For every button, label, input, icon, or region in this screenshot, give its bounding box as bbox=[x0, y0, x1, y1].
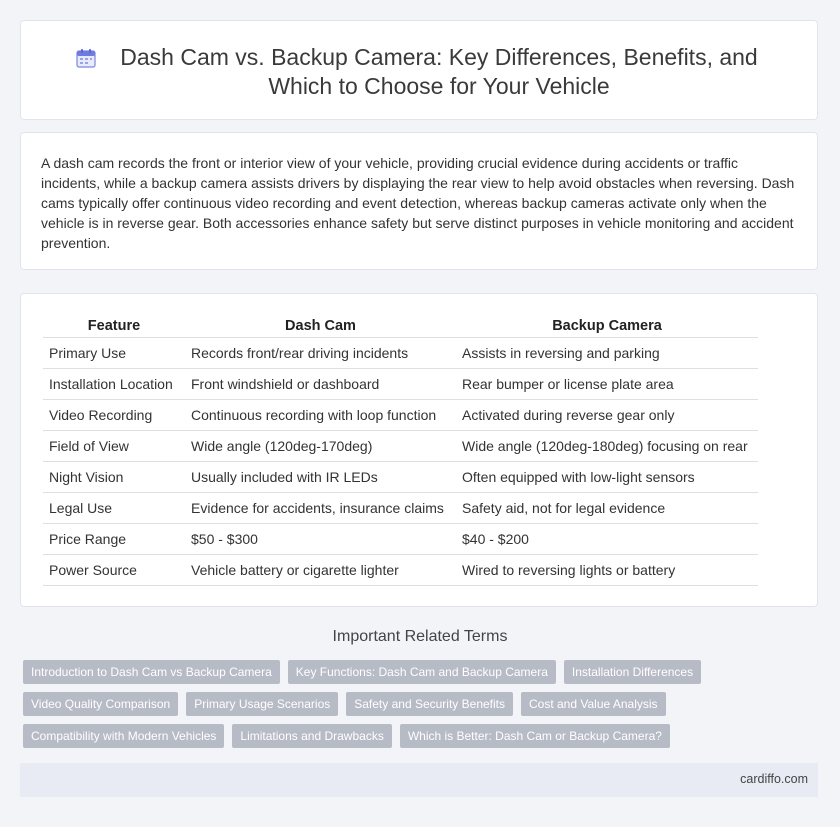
table-cell: $50 - $300 bbox=[185, 524, 456, 555]
tag-row bbox=[23, 660, 823, 684]
intro-paragraph: A dash cam records the front or interior view of your vehicle, providing crucial evidence during accidents or traffic incidents, while a backup camera assists drivers by displaying the rear view to help avoid obstacles when reversing. Dash cams typically offer continuous video recording and event detection, whereas backup cameras activate only when the vehicle is in reverse gear. Both accessories enhance safety but serve distinct purposes in vehicle monitoring and accident prevention. bbox=[41, 155, 795, 251]
tag-row bbox=[23, 724, 823, 748]
related-term-link[interactable]: Safety and Security Benefits bbox=[346, 692, 513, 716]
table-cell: Assists in reversing and parking bbox=[456, 338, 758, 369]
table-cell: Activated during reverse gear only bbox=[456, 400, 758, 431]
footer bbox=[20, 763, 818, 797]
table-row bbox=[43, 369, 758, 400]
table-cell: Video Recording bbox=[43, 400, 185, 431]
table-cell: Wired to reversing lights or battery bbox=[456, 555, 758, 586]
table-cell: Field of View bbox=[43, 431, 185, 462]
table-cell: $40 - $200 bbox=[456, 524, 758, 555]
table-row bbox=[43, 524, 758, 555]
table-cell: Rear bumper or license plate area bbox=[456, 369, 758, 400]
table-cell: Front windshield or dashboard bbox=[185, 369, 456, 400]
table-row bbox=[43, 555, 758, 586]
table-row bbox=[43, 338, 758, 369]
related-terms-title: Important Related Terms bbox=[332, 628, 508, 645]
table-cell: Continuous recording with loop function bbox=[185, 400, 456, 431]
table-row bbox=[43, 462, 758, 493]
header-dash-cam: Dash Cam bbox=[185, 316, 456, 338]
related-term-link[interactable]: Introduction to Dash Cam vs Backup Camera bbox=[23, 660, 280, 684]
table-cell: Wide angle (120deg-170deg) bbox=[185, 431, 456, 462]
table-row bbox=[43, 431, 758, 462]
related-term-link[interactable]: Key Functions: Dash Cam and Backup Camera bbox=[288, 660, 556, 684]
comparison-card bbox=[20, 293, 818, 607]
tag-row bbox=[23, 692, 823, 716]
related-term-link[interactable]: Which is Better: Dash Cam or Backup Camera? bbox=[400, 724, 670, 748]
table-cell: Power Source bbox=[43, 555, 185, 586]
table-cell: Evidence for accidents, insurance claims bbox=[185, 493, 456, 524]
intro-card bbox=[20, 132, 818, 270]
table-cell: Primary Use bbox=[43, 338, 185, 369]
table-cell: Night Vision bbox=[43, 462, 185, 493]
table-cell: Price Range bbox=[43, 524, 185, 555]
table-header-row bbox=[43, 316, 758, 338]
header-feature: Feature bbox=[43, 316, 185, 338]
table-cell: Wide angle (120deg-180deg) focusing on rear bbox=[456, 431, 758, 462]
table-row bbox=[43, 400, 758, 431]
title-card bbox=[20, 20, 818, 120]
page-title: Dash Cam vs. Backup Camera: Key Differences, Benefits, and Which to Choose for Your Vehicle bbox=[120, 44, 758, 99]
related-term-link[interactable]: Installation Differences bbox=[564, 660, 701, 684]
table-cell: Installation Location bbox=[43, 369, 185, 400]
calendar-icon bbox=[75, 47, 97, 69]
table-cell: Legal Use bbox=[43, 493, 185, 524]
table-cell: Usually included with IR LEDs bbox=[185, 462, 456, 493]
related-terms bbox=[23, 660, 823, 756]
related-term-link[interactable]: Primary Usage Scenarios bbox=[186, 692, 338, 716]
header-backup-camera: Backup Camera bbox=[456, 316, 758, 338]
related-term-link[interactable]: Cost and Value Analysis bbox=[521, 692, 666, 716]
table-cell: Vehicle battery or cigarette lighter bbox=[185, 555, 456, 586]
table-cell: Often equipped with low-light sensors bbox=[456, 462, 758, 493]
related-term-link[interactable]: Limitations and Drawbacks bbox=[232, 724, 391, 748]
related-term-link[interactable]: Compatibility with Modern Vehicles bbox=[23, 724, 224, 748]
comparison-table bbox=[43, 316, 758, 586]
site-credit[interactable]: cardiffo.com bbox=[740, 772, 808, 786]
related-term-link[interactable]: Video Quality Comparison bbox=[23, 692, 178, 716]
table-cell: Records front/rear driving incidents bbox=[185, 338, 456, 369]
table-row bbox=[43, 493, 758, 524]
table-cell: Safety aid, not for legal evidence bbox=[456, 493, 758, 524]
